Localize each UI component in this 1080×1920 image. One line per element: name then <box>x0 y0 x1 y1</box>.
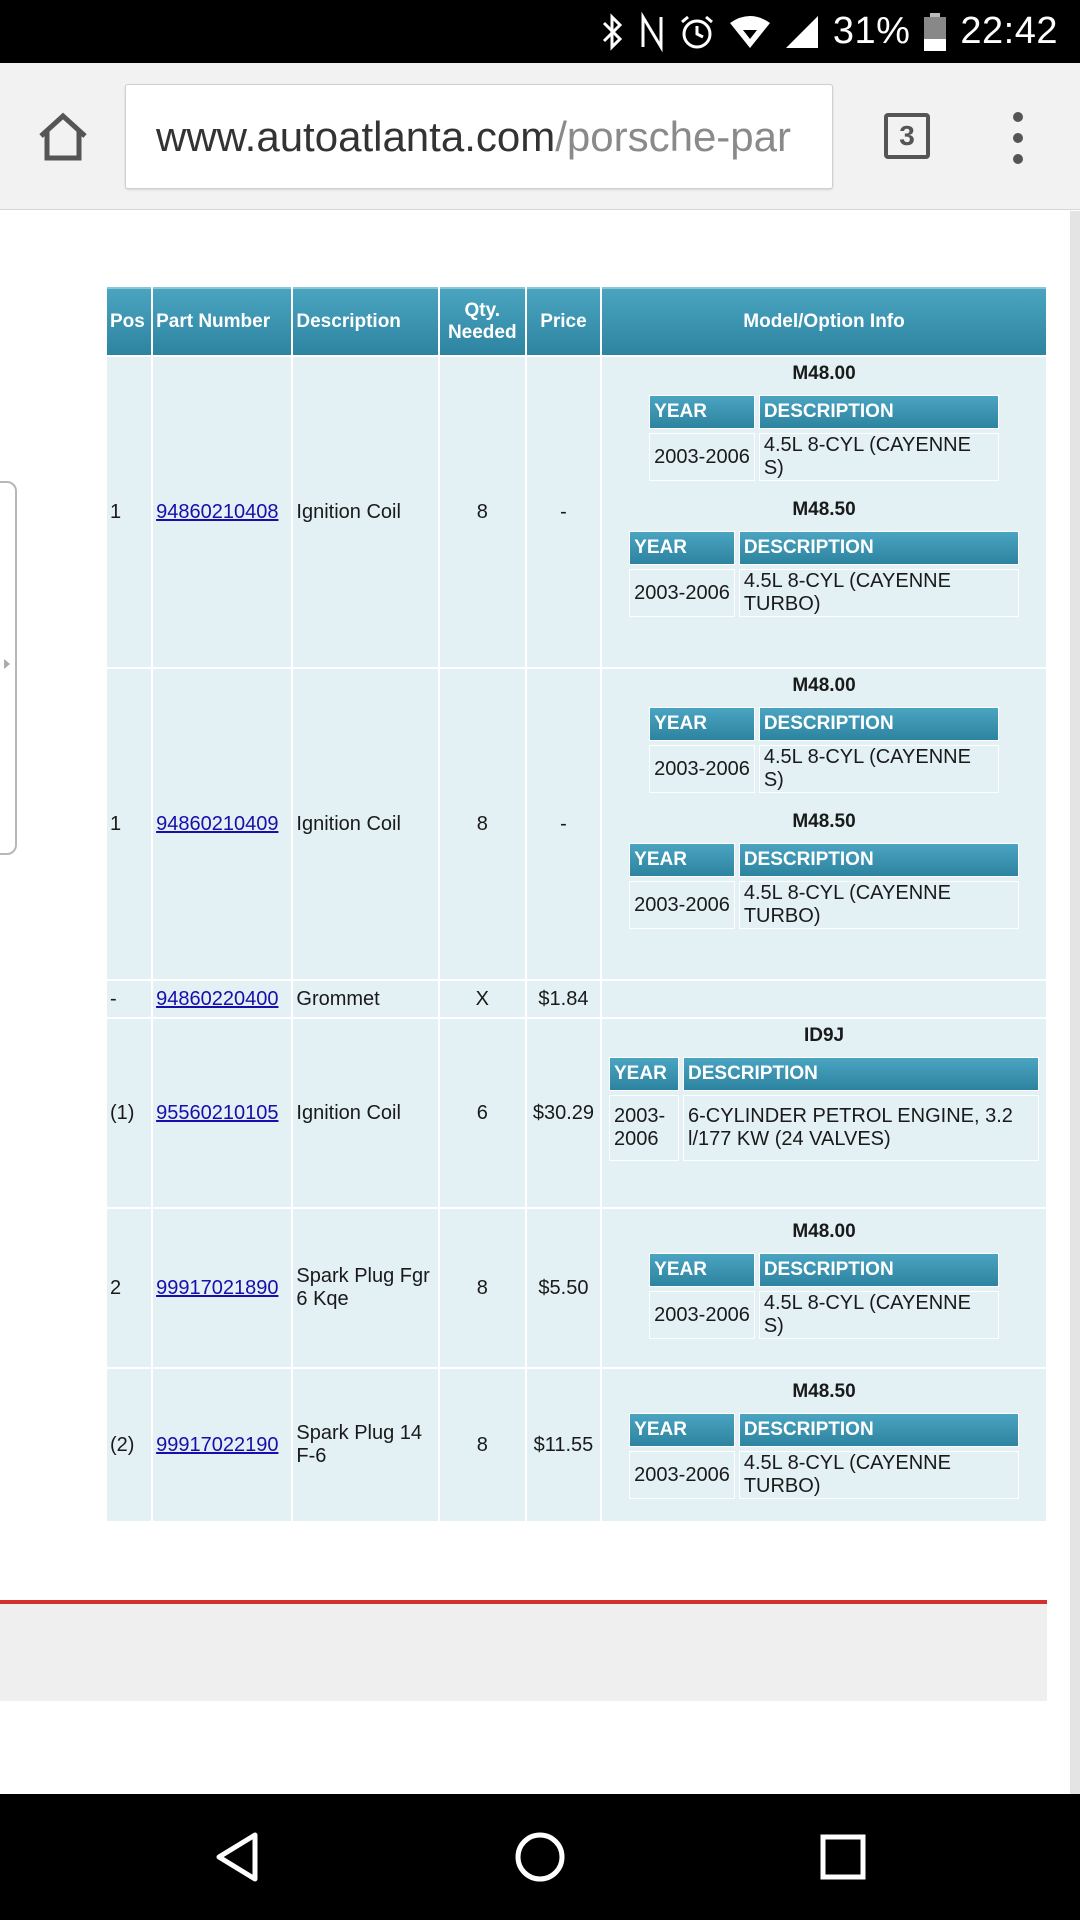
battery-icon <box>924 12 946 52</box>
cell-qty: 6 <box>440 1019 525 1207</box>
sub-header-row <box>649 707 999 741</box>
sub-description: 4.5L 8-CYL (CAYENNE S) <box>759 745 999 793</box>
model-code: M48.00 <box>792 675 856 696</box>
recents-icon[interactable] <box>810 1824 876 1890</box>
cell-part-number <box>153 981 291 1017</box>
cell-part-number <box>153 1209 291 1367</box>
sub-header-year: YEAR <box>629 843 735 877</box>
table-row <box>107 1019 1046 1207</box>
sub-year: 2003-2006 <box>609 1095 679 1161</box>
sub-header-year: YEAR <box>649 1253 755 1287</box>
overflow-menu-icon[interactable] <box>1000 108 1036 168</box>
sub-data-row <box>649 1291 999 1339</box>
cell-model-info <box>602 1209 1046 1367</box>
parts-table-container <box>105 285 1048 1497</box>
col-header-qty <box>440 287 525 355</box>
model-code: M48.50 <box>792 1381 856 1402</box>
col-header-part-number: Part Number <box>153 287 291 355</box>
model-year-table <box>645 703 1003 797</box>
sub-header-year: YEAR <box>649 707 755 741</box>
cell-pos: (2) <box>107 1369 151 1521</box>
sub-year: 2003-2006 <box>649 1291 755 1339</box>
sub-header-description: DESCRIPTION <box>759 1253 999 1287</box>
cell-pos: 1 <box>107 357 151 667</box>
col-header-description: Description <box>293 287 437 355</box>
model-year-table <box>625 527 1023 621</box>
table-row <box>107 669 1046 979</box>
bluetooth-icon <box>601 12 625 52</box>
cell-price: $30.29 <box>527 1019 600 1207</box>
home-icon[interactable] <box>28 105 98 169</box>
cell-qty: 8 <box>440 1209 525 1367</box>
cell-description: Spark Plug 14 F-6 <box>293 1369 437 1521</box>
sub-data-row <box>649 745 999 793</box>
table-row <box>107 1209 1046 1367</box>
cell-part-number <box>153 357 291 667</box>
cell-model-info <box>602 669 1046 979</box>
cell-qty: X <box>440 981 525 1017</box>
sub-header-row <box>629 843 1019 877</box>
cell-model-info <box>602 357 1046 667</box>
cell-pos: - <box>107 981 151 1017</box>
url-path: /porsche-par <box>555 113 791 160</box>
sub-description: 4.5L 8-CYL (CAYENNE TURBO) <box>739 1451 1019 1499</box>
table-row <box>107 357 1046 667</box>
sub-description: 4.5L 8-CYL (CAYENNE S) <box>759 433 999 481</box>
page-content <box>0 211 1080 1794</box>
part-number-link[interactable]: 99917022190 <box>156 1433 279 1456</box>
model-year-table <box>645 391 1003 485</box>
sub-description: 4.5L 8-CYL (CAYENNE S) <box>759 1291 999 1339</box>
battery-percent: 31% <box>832 10 911 52</box>
sub-data-row <box>609 1095 1039 1161</box>
cell-pos: (1) <box>107 1019 151 1207</box>
home-circle-icon[interactable] <box>507 1824 573 1890</box>
scrollbar[interactable] <box>1070 211 1080 1794</box>
cell-qty: 8 <box>440 357 525 667</box>
cell-part-number <box>153 1019 291 1207</box>
sub-header-description: DESCRIPTION <box>739 531 1019 565</box>
col-header-price: Price <box>527 287 600 355</box>
footer <box>0 1604 1047 1701</box>
cell-price: - <box>527 669 600 979</box>
cell-description: Ignition Coil <box>293 357 437 667</box>
col-header-qty-line2: Needed <box>447 322 517 343</box>
sub-header-row <box>629 531 1019 565</box>
model-code: ID9J <box>803 1025 845 1046</box>
sub-header-year: YEAR <box>649 395 755 429</box>
model-code: M48.00 <box>792 363 856 384</box>
sub-header-row <box>609 1057 1039 1091</box>
wifi-icon <box>729 12 771 52</box>
part-number-link[interactable]: 95560210105 <box>156 1101 279 1124</box>
cell-qty: 8 <box>440 669 525 979</box>
model-year-table <box>645 1249 1003 1343</box>
cell-model-info <box>602 981 1046 1017</box>
sub-year: 2003-2006 <box>649 433 755 481</box>
part-number-link[interactable]: 94860210409 <box>156 812 279 835</box>
table-row <box>107 1369 1046 1521</box>
cell-pos: 1 <box>107 669 151 979</box>
sub-description: 6-CYLINDER PETROL ENGINE, 3.2 l/177 KW (24 VALVES) <box>683 1095 1039 1161</box>
sub-header-description: DESCRIPTION <box>683 1057 1039 1091</box>
nfc-icon <box>639 12 665 52</box>
cell-description: Ignition Coil <box>293 1019 437 1207</box>
tab-switcher-icon[interactable] <box>884 113 930 159</box>
sub-header-description: DESCRIPTION <box>759 395 999 429</box>
cell-price: $1.84 <box>527 981 600 1017</box>
status-bar <box>0 0 1080 63</box>
browser-toolbar <box>0 63 1080 210</box>
sub-data-row <box>629 1451 1019 1499</box>
model-code: M48.00 <box>792 1221 856 1242</box>
cell-price: $11.55 <box>527 1369 600 1521</box>
url-bar[interactable] <box>125 84 833 189</box>
sub-header-year: YEAR <box>629 531 735 565</box>
sub-description: 4.5L 8-CYL (CAYENNE TURBO) <box>739 569 1019 617</box>
cell-description: Ignition Coil <box>293 669 437 979</box>
cell-part-number <box>153 1369 291 1521</box>
col-header-model-info: Model/Option Info <box>602 287 1046 355</box>
sub-header-description: DESCRIPTION <box>739 843 1019 877</box>
cell-model-info <box>602 1369 1046 1521</box>
back-icon[interactable] <box>203 1824 269 1890</box>
alarm-icon <box>679 12 715 52</box>
model-year-table <box>605 1053 1043 1165</box>
cell-qty: 8 <box>440 1369 525 1521</box>
cell-price: $5.50 <box>527 1209 600 1367</box>
sub-header-year: YEAR <box>609 1057 679 1091</box>
cell-pos: 2 <box>107 1209 151 1367</box>
sub-year: 2003-2006 <box>649 745 755 793</box>
chevron-right-icon <box>4 659 10 669</box>
sub-year: 2003-2006 <box>629 1451 735 1499</box>
cell-description: Spark Plug Fgr 6 Kqe <box>293 1209 437 1367</box>
model-code: M48.50 <box>792 811 856 832</box>
sub-header-row <box>649 395 999 429</box>
sub-header-description: DESCRIPTION <box>739 1413 1019 1447</box>
sub-year: 2003-2006 <box>629 569 735 617</box>
sub-header-year: YEAR <box>629 1413 735 1447</box>
cell-description: Grommet <box>293 981 437 1017</box>
col-header-qty-line1: Qty. <box>464 300 501 321</box>
col-header-pos: Pos <box>107 287 151 355</box>
model-code: M48.50 <box>792 499 856 520</box>
system-nav-bar <box>0 1794 1080 1920</box>
clock: 22:42 <box>960 10 1058 52</box>
sub-year: 2003-2006 <box>629 881 735 929</box>
table-header-row <box>107 287 1046 355</box>
sub-description: 4.5L 8-CYL (CAYENNE TURBO) <box>739 881 1019 929</box>
signal-icon <box>785 12 819 52</box>
table-row <box>107 981 1046 1017</box>
sub-data-row <box>629 569 1019 617</box>
cell-price: - <box>527 357 600 667</box>
part-number-link[interactable]: 94860210408 <box>156 500 279 523</box>
cell-part-number <box>153 669 291 979</box>
url-host: www.autoatlanta.com <box>156 113 556 160</box>
model-year-table <box>625 839 1023 933</box>
sub-data-row <box>629 881 1019 929</box>
tab-count: 3 <box>899 120 915 151</box>
sub-header-row <box>649 1253 999 1287</box>
sub-data-row <box>649 433 999 481</box>
sub-header-row <box>629 1413 1019 1447</box>
parts-table <box>105 285 1048 1523</box>
part-number-link[interactable]: 94860220400 <box>156 987 279 1010</box>
part-number-link[interactable]: 99917021890 <box>156 1276 279 1299</box>
cell-model-info <box>602 1019 1046 1207</box>
model-year-table <box>625 1409 1023 1503</box>
side-panel-handle[interactable] <box>0 481 17 855</box>
sub-header-description: DESCRIPTION <box>759 707 999 741</box>
